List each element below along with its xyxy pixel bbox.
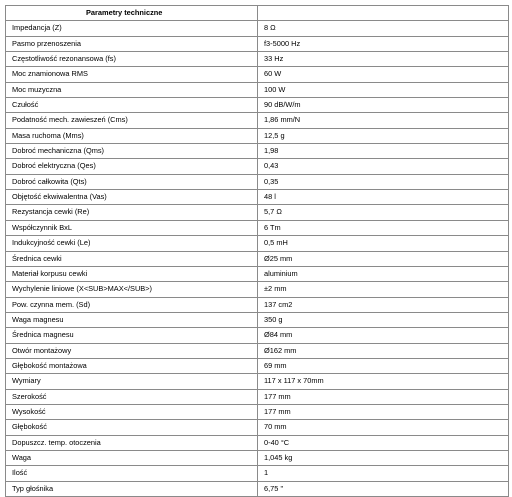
parameter-name: Współczynnik BxL [6, 220, 258, 235]
parameter-name: Dopuszcz. temp. otoczenia [6, 435, 258, 450]
parameter-value: 5,7 Ω [258, 205, 509, 220]
table-row [6, 174, 509, 189]
parameter-name: Typ głośnika [6, 481, 258, 496]
parameter-name: Masa ruchoma (Mms) [6, 128, 258, 143]
parameter-name: Impedancja (Z) [6, 21, 258, 36]
table-row [6, 98, 509, 113]
parameter-name: Głębokość [6, 420, 258, 435]
table-row [6, 159, 509, 174]
parameter-name: Pow. czynna mem. (Sd) [6, 297, 258, 312]
table-row [6, 21, 509, 36]
parameter-value: 1,86 mm/N [258, 113, 509, 128]
parameter-name: Moc znamionowa RMS [6, 67, 258, 82]
table-row [6, 236, 509, 251]
parameter-value: 0,43 [258, 159, 509, 174]
parameter-value: 100 W [258, 82, 509, 97]
parameter-value: 0,5 mH [258, 236, 509, 251]
table-title: Parametry techniczne [6, 6, 258, 21]
parameter-value: Ø84 mm [258, 328, 509, 343]
parameter-value: 48 l [258, 190, 509, 205]
table-row [6, 374, 509, 389]
table-row [6, 220, 509, 235]
table-row [6, 67, 509, 82]
parameter-name: Waga [6, 450, 258, 465]
table-row [6, 36, 509, 51]
table-row [6, 144, 509, 159]
parameter-name: Średnica cewki [6, 251, 258, 266]
table-row [6, 128, 509, 143]
parameter-value: 117 x 117 x 70mm [258, 374, 509, 389]
table-row [6, 450, 509, 465]
spec-table [5, 5, 509, 497]
parameter-name: Częstotliwość rezonansowa (fs) [6, 52, 258, 67]
table-row [6, 481, 509, 496]
parameter-name: Dobroć elektryczna (Qes) [6, 159, 258, 174]
table-row [6, 328, 509, 343]
table-header-empty [258, 6, 509, 21]
parameter-name: Szerokość [6, 389, 258, 404]
parameter-name: Otwór montażowy [6, 343, 258, 358]
parameter-value: 6 Tm [258, 220, 509, 235]
parameter-value: Ø25 mm [258, 251, 509, 266]
parameter-name: Moc muzyczna [6, 82, 258, 97]
parameter-name: Ilość [6, 466, 258, 481]
parameter-name: Średnica magnesu [6, 328, 258, 343]
table-row [6, 389, 509, 404]
parameter-value: 69 mm [258, 358, 509, 373]
table-row [6, 420, 509, 435]
table-row [6, 312, 509, 327]
parameter-value: 177 mm [258, 404, 509, 419]
parameter-value: Ø162 mm [258, 343, 509, 358]
parameter-name: Podatność mech. zawieszeń (Cms) [6, 113, 258, 128]
parameter-value: f3-5000 Hz [258, 36, 509, 51]
parameter-name: Waga magnesu [6, 312, 258, 327]
parameter-value: 1,98 [258, 144, 509, 159]
parameter-value: aluminium [258, 266, 509, 281]
parameter-value: 0,35 [258, 174, 509, 189]
table-row [6, 358, 509, 373]
parameter-value: 1 [258, 466, 509, 481]
parameter-name: Dobroć mechaniczna (Qms) [6, 144, 258, 159]
parameter-name: Wymiary [6, 374, 258, 389]
parameter-value: 350 g [258, 312, 509, 327]
table-row [6, 52, 509, 67]
parameter-name: Głębokość montażowa [6, 358, 258, 373]
table-row [6, 435, 509, 450]
parameter-value: 90 dB/W/m [258, 98, 509, 113]
table-row [6, 282, 509, 297]
table-row [6, 113, 509, 128]
table-row [6, 190, 509, 205]
parameter-value: ±2 mm [258, 282, 509, 297]
parameter-name: Objętość ekwiwalentna (Vas) [6, 190, 258, 205]
parameter-value: 177 mm [258, 389, 509, 404]
parameter-value: 60 W [258, 67, 509, 82]
parameter-name: Dobroć całkowita (Qts) [6, 174, 258, 189]
parameter-value: 8 Ω [258, 21, 509, 36]
table-row [6, 466, 509, 481]
parameter-name: Wychylenie liniowe (X<SUB>MAX</SUB>) [6, 282, 258, 297]
table-row [6, 251, 509, 266]
table-row [6, 404, 509, 419]
parameter-name: Indukcyjność cewki (Le) [6, 236, 258, 251]
table-row [6, 343, 509, 358]
table-row [6, 266, 509, 281]
parameter-value: 33 Hz [258, 52, 509, 67]
parameter-value: 1,045 kg [258, 450, 509, 465]
parameter-name: Pasmo przenoszenia [6, 36, 258, 51]
parameter-name: Czułość [6, 98, 258, 113]
parameter-value: 137 cm2 [258, 297, 509, 312]
parameter-value: 12,5 g [258, 128, 509, 143]
parameter-name: Rezystancja cewki (Re) [6, 205, 258, 220]
table-row [6, 205, 509, 220]
parameter-name: Materiał korpusu cewki [6, 266, 258, 281]
parameter-name: Wysokość [6, 404, 258, 419]
table-row [6, 297, 509, 312]
table-row [6, 82, 509, 97]
parameter-value: 6,75 " [258, 481, 509, 496]
table-body [6, 21, 509, 497]
parameter-value: 0-40 °C [258, 435, 509, 450]
table-header-row [6, 6, 509, 21]
parameter-value: 70 mm [258, 420, 509, 435]
